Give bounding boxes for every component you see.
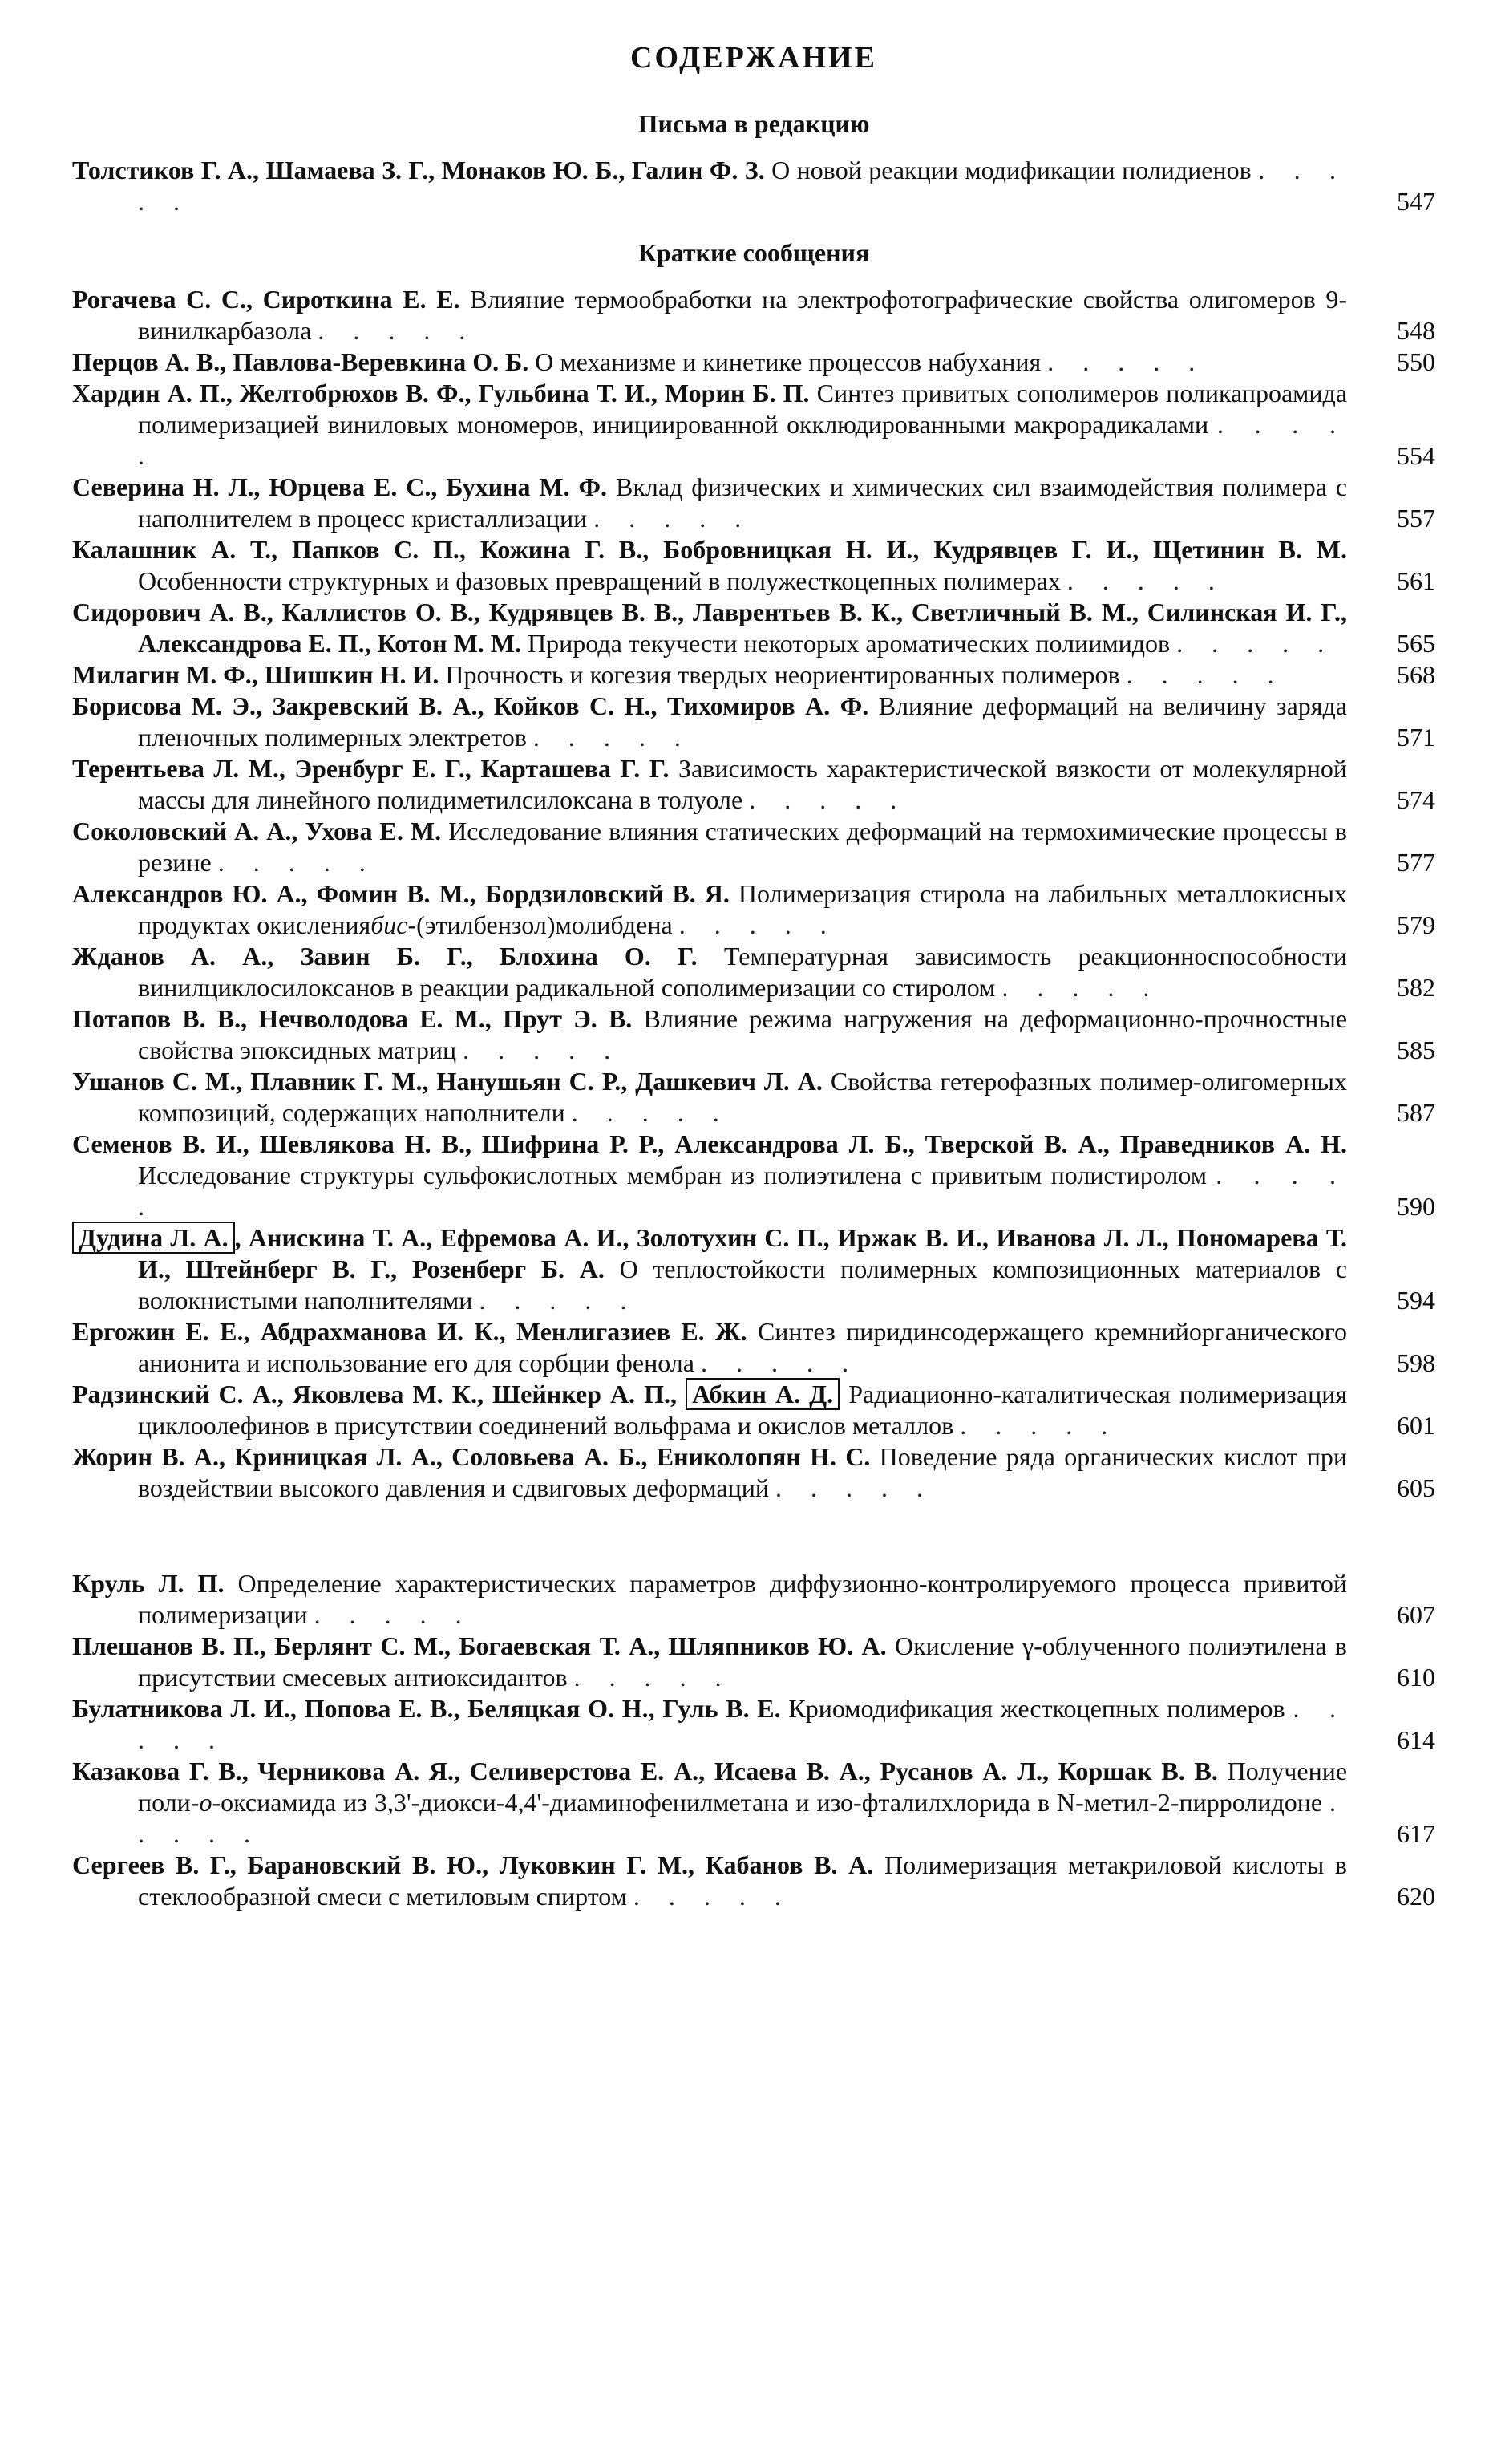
toc-entry [72,1129,1435,1222]
section-heading: Краткие сообщения [637,238,870,267]
authors: Хардин А. П., Желтобрюхов В. Ф., Гульбина Т. И., Морин Б. П. [72,379,810,407]
authors: Соколовский А. А., Ухова Е. М. [72,817,442,845]
page-number: 547 [1397,187,1435,216]
leader-dots: . . . . . [532,723,692,752]
leader-dots: . . . . . [463,1035,622,1064]
authors: Ушанов С. М., Плавник Г. М., Нанушьян С. Р., Дашкевич Л. А. [72,1067,823,1096]
leader-dots: . . . . . [1066,566,1226,595]
article-title: Особенности структурных и фазовых превращений в полужесткоцепных полимерах [138,566,1061,595]
leader-dots: . . . . . [1047,347,1207,376]
article-title: Криомодификация жесткоцепных полимеров [788,1694,1285,1723]
page-number: 614 [1397,1725,1435,1754]
page-number: 550 [1397,347,1435,376]
article-title: О новой реакции модификации полидиенов [771,156,1252,184]
page-number: 561 [1397,566,1435,595]
article-title: Исследование структуры сульфокислотных мембран из полиэтилена с привитым полистиролом [138,1161,1207,1189]
authors: Александров Ю. А., Фомин В. М., Бордзиловский В. Я. [72,879,730,908]
leader-dots: . . . . . [138,410,1348,470]
article-title: Зависимость характеристической вязкости от молекулярной массы для линейного полидиметилсилоксана в толуоле [138,754,1348,814]
leader-dots: . . . . . [571,1098,730,1127]
toc-entry [72,155,1435,217]
authors: Рогачева С. С., Сироткина Е. Е. [72,285,460,314]
toc-entry [72,284,1435,346]
toc-entry [72,753,1435,816]
article-title: Температурная зависимость реакционноспособности винилциклосилоксанов в реакции радикальной сополимеризации со стиролом [138,942,1348,1002]
article-title: Окисление γ-облученного полиэтилена в присутствии смесевых антиоксидантов [138,1631,1348,1692]
toc-entry [72,1756,1435,1850]
article-title: -(этилбензол)молибдена [407,910,673,939]
toc-entry [72,1568,1435,1631]
entry-list [72,1568,1435,1912]
entry-text [72,1003,1347,1066]
page-number: 554 [1397,441,1435,470]
page-number: 565 [1397,629,1435,658]
authors: Радзинский С. А., Яковлева М. К., Шейнкер А. П., [72,1380,678,1408]
article-title: Свойства гетерофазных полимер-олигомерных композиций, содержащих наполнители [138,1067,1348,1127]
leader-dots: . . . . . [314,1600,473,1629]
contents-page [72,40,1435,1912]
authors: Булатникова Л. И., Попова Е. В., Беляцкая О. Н., Гуль В. Е. [72,1694,781,1723]
authors: , Анискина Т. А., Ефремова А. И., Золотухин С. П., Иржак В. И., Иванова Л. Л., Пономарева Т. И., Штейнберг В. Г., Розенберг Б. А. [138,1223,1348,1283]
page-number: 601 [1397,1411,1435,1440]
page-number: 548 [1397,316,1435,345]
toc-entry [72,1003,1435,1066]
authors: Калашник А. Т., Папков С. П., Кожина Г. В., Бобровницкая Н. И., Кудрявцев Г. И., Щетинин В. М. [72,535,1347,564]
entry-text [72,155,1347,217]
toc-entry [72,691,1435,753]
page-number: 610 [1397,1663,1435,1692]
deceased-author: Дудина Л. А. [72,1222,235,1254]
entry-text [72,1222,1347,1316]
article-title: -оксиамида из 3,3'-диокси-4,4'-диаминофенилметана и изо-фталилхлорида в N-метил-2-пирролидоне [212,1788,1323,1817]
page-number: 577 [1397,848,1435,877]
article-title: Влияние режима нагружения на деформационно-прочностные свойства эпоксидных матриц [138,1004,1348,1064]
entry-text [72,753,1347,816]
page-number: 557 [1397,504,1435,533]
entry-text [72,1756,1347,1850]
page-number: 598 [1397,1348,1435,1377]
entry-text [72,1631,1347,1693]
toc-entry [72,1066,1435,1129]
leader-dots: . . . . . [138,1694,1348,1754]
leader-dots: . . . . . [318,316,477,345]
page-number: 574 [1397,785,1435,814]
entry-text [72,534,1347,597]
leader-dots: . . . . . [633,1882,792,1911]
entry-text [72,472,1347,534]
article-title: О теплостойкости полимерных композиционных материалов с волокнистыми наполнителями [138,1254,1348,1315]
toc-entry [72,1222,1435,1316]
leader-dots: . . . . . [138,1788,1348,1848]
entry-text [72,1316,1347,1379]
page-number: 617 [1397,1819,1435,1848]
article-title: Прочность и когезия твердых неориентированных полимеров [445,660,1120,689]
leader-dots: . . . . . [775,1473,934,1502]
toc-entry [72,534,1435,597]
section-letters [72,109,1435,217]
authors: Жорин В. А., Криницкая Л. А., Соловьева А. Б., Ениколопян Н. С. [72,1442,871,1471]
leader-dots: . . . . . [1176,629,1336,658]
toc-entry [72,1316,1435,1379]
leader-dots: . . . . . [138,156,1348,216]
toc-entry [72,1441,1435,1504]
leader-dots: . . . . . [749,785,908,814]
entry-text [72,1129,1347,1222]
article-title: Определение характеристических параметров диффузионно-контролируемого процесса привитой полимеризации [138,1569,1348,1629]
article-title: Радиационно-каталитическая полимеризация циклоолефинов в присутствии соединений вольфрама и окислов металлов [138,1380,1348,1440]
toc-entry [72,1631,1435,1693]
page-number: 582 [1397,973,1435,1002]
entry-text [72,346,1347,378]
leader-dots: . . . . . [479,1286,638,1315]
toc-entry [72,472,1435,534]
deceased-author: Абкин А. Д. [686,1378,840,1410]
entry-text [72,1379,1347,1441]
toc-entry [72,1850,1435,1912]
article-title: Влияние термообработки на электрофотографические свойства олигомеров 9-винилкарбазола [138,285,1348,345]
authors: Борисова М. Э., Закревский В. А., Койков С. Н., Тихомиров А. Ф. [72,691,869,720]
article-title: Полимеризация стирола на лабильных металлокисных продуктах окисления [138,879,1348,939]
article-title: Влияние деформаций на величину заряда пленочных полимерных электретов [138,691,1348,752]
leader-dots: . . . . . [1126,660,1285,689]
article-title: Исследование влияния статических деформаций на термохимические процессы в резине [138,817,1348,877]
authors: Терентьева Л. М., Эренбург Е. Г., Карташева Г. Г. [72,754,670,783]
page-number: 585 [1397,1035,1435,1064]
entry-text [72,941,1347,1003]
page-number: 590 [1397,1192,1435,1221]
page-number: 620 [1397,1882,1435,1911]
authors: Жданов А. А., Завин Б. Г., Блохина О. Г. [72,942,698,971]
authors: Перцов А. В., Павлова-Веревкина О. Б. [72,347,529,376]
leader-dots: . . . . . [217,848,377,877]
authors: Потапов В. В., Нечволодова Е. М., Прут Э. В. [72,1004,633,1033]
entry-text [72,1693,1347,1756]
authors: Семенов В. И., Шевлякова Н. В., Шифрина Р. Р., Александрова Л. Б., Тверской В. А., Праведников А. Н. [72,1129,1347,1158]
entry-text [72,1066,1347,1129]
toc-entry [72,1693,1435,1756]
leader-dots: . . . . . [593,504,753,533]
section-other [72,1568,1435,1912]
page-number: 579 [1397,910,1435,939]
authors: Круль Л. П. [72,1569,225,1598]
authors: Толстиков Г. А., Шамаева З. Г., Монаков Ю. Б., Галин Ф. З. [72,156,765,184]
page-number: 594 [1397,1286,1435,1315]
entry-text [72,1441,1347,1504]
toc-entry [72,878,1435,941]
entry-list [72,284,1435,1504]
leader-dots: . . . . . [960,1411,1119,1440]
page-number: 571 [1397,723,1435,752]
entry-text [72,1850,1347,1912]
page-title: СОДЕРЖАНИЕ [630,41,877,75]
authors: Казакова Г. В., Черникова А. Я., Селиверстова Е. А., Исаева В. А., Русанов А. Л., Коршак В. В. [72,1757,1218,1785]
toc-entry [72,346,1435,378]
toc-entry [72,941,1435,1003]
leader-dots: . . . . . [700,1348,860,1377]
page-number: 607 [1397,1600,1435,1629]
entry-text [72,816,1347,878]
article-title: Вклад физических и химических сил взаимодействия полимера с наполнителем в процесс кристаллизации [138,472,1348,533]
article-title: Синтез пиридинсодержащего кремнийорганического анионита и использование его для сорбции фенола [138,1317,1348,1377]
toc-entry [72,659,1435,691]
page-number: 587 [1397,1098,1435,1127]
entry-list [72,155,1435,217]
entry-text [72,378,1347,472]
entry-text [72,284,1347,346]
article-title: О механизме и кинетике процессов набухания [535,347,1042,376]
authors: Плешанов В. П., Берлянт С. М., Богаевская Т. А., Шляпников Ю. А. [72,1631,887,1660]
page-number: 568 [1397,660,1435,689]
article-title: Синтез привитых сополимеров поликапроамида полимеризацией виниловых мономеров, инициированной окклюдированными макрорадикалами [138,379,1348,439]
section-short-reports [72,238,1435,1504]
entry-text [72,597,1347,659]
article-title: Природа текучести некоторых ароматических полиимидов [527,629,1171,658]
article-title: Получение поли- [138,1757,1348,1817]
entry-text [72,878,1347,941]
article-title: Полимеризация метакриловой кислоты в стеклообразной смеси с метиловым спиртом [138,1850,1348,1911]
authors: Милагин М. Ф., Шишкин Н. И. [72,660,439,689]
authors: Северина Н. Л., Юрцева Е. С., Бухина М. Ф. [72,472,608,501]
section-gap [72,1504,1435,1568]
entry-text [72,1568,1347,1631]
authors: Ергожин Е. Е., Абдрахманова И. К., Менлигазиев Е. Ж. [72,1317,747,1346]
leader-dots: . . . . . [1001,973,1161,1002]
leader-dots: . . . . . [678,910,838,939]
toc-entry [72,1379,1435,1441]
entry-text [72,659,1347,691]
toc-entry [72,816,1435,878]
toc-entry [72,597,1435,659]
authors: Сидорович А. В., Каллистов О. В., Кудрявцев В. В., Лаврентьев В. К., Светличный В. М., Силинская И. Г., Александрова Е. П., Котон М. М. [72,598,1347,658]
leader-dots: . . . . . [573,1663,733,1692]
article-title-italic: бис [370,910,408,939]
authors: Сергеев В. Г., Барановский В. Ю., Луковкин Г. М., Кабанов В. А. [72,1850,874,1879]
toc-entry [72,378,1435,472]
page-number: 605 [1397,1473,1435,1502]
entry-text [72,691,1347,753]
section-heading: Письма в редакцию [637,109,870,138]
leader-dots: . . . . . [138,1161,1348,1221]
article-title-italic: о [199,1788,212,1817]
article-title: Поведение ряда органических кислот при воздействии высокого давления и сдвиговых деформаций [138,1442,1348,1502]
